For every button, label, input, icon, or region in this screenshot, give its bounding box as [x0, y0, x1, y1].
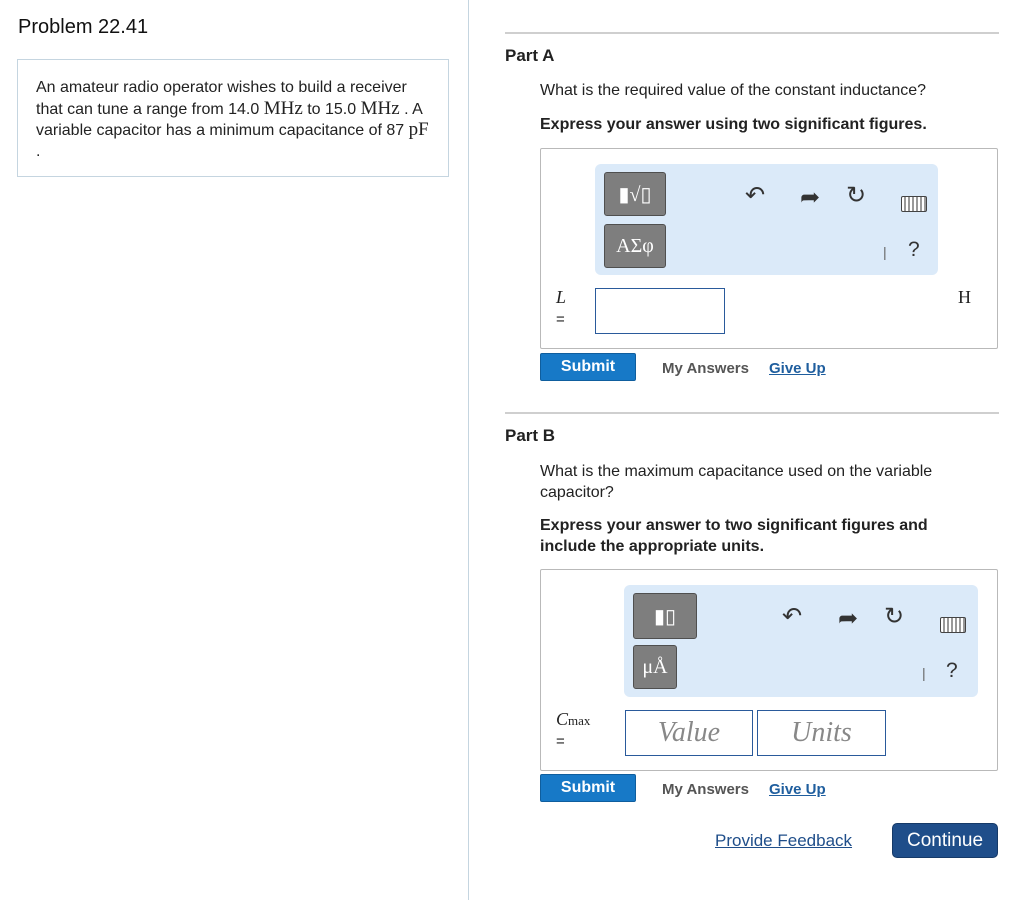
- part-a-label: Part A: [505, 46, 555, 65]
- redo-icon[interactable]: ➦: [800, 184, 821, 211]
- part-b-toolbar: [624, 585, 978, 697]
- part-a-divider: [505, 32, 999, 34]
- variable-symbol: C: [556, 709, 569, 729]
- part-b-question: What is the maximum capacitance used on the variable capacitor?: [540, 463, 933, 501]
- problem-unit: MHz: [263, 97, 303, 119]
- part-b-variable: [556, 709, 590, 730]
- toolbar-separator: |: [922, 665, 926, 681]
- part-b-my-answers: My Answers: [662, 781, 749, 798]
- problem-text: to 15.0: [302, 100, 361, 118]
- part-b-submit-button[interactable]: Submit: [540, 774, 636, 802]
- units-input[interactable]: [757, 710, 886, 756]
- problem-text: .: [36, 142, 41, 160]
- units-button[interactable]: μÅ: [633, 645, 677, 689]
- part-a-my-answers: My Answers: [662, 360, 749, 377]
- keyboard-icon[interactable]: [901, 196, 927, 212]
- template-button[interactable]: ▮▯: [633, 593, 697, 639]
- equals-sign: =: [556, 311, 565, 328]
- greek-symbols-button[interactable]: ΑΣφ: [604, 224, 666, 268]
- keyboard-icon[interactable]: [940, 617, 966, 633]
- help-icon[interactable]: ?: [908, 238, 920, 261]
- continue-button[interactable]: Continue: [892, 823, 998, 858]
- problem-text: An amateur radio operator wishes to build a receiver that can tune a range from 14.0: [36, 79, 407, 118]
- parts-panel: [469, 0, 1024, 900]
- part-b-give-up-link[interactable]: Give Up: [769, 781, 826, 798]
- part-b-answer-box: [540, 569, 998, 771]
- part-a-toolbar: [595, 164, 938, 275]
- problem-statement: [17, 59, 449, 177]
- part-a-question: What is the required value of the constant inductance?: [540, 82, 927, 99]
- problem-unit: pF: [408, 119, 429, 140]
- part-a-answer-box: [540, 148, 998, 349]
- part-a-variable: L: [556, 287, 567, 307]
- redo-icon[interactable]: ➦: [838, 605, 859, 632]
- part-b-label: Part B: [505, 426, 556, 445]
- part-b-instruction: Express your answer to two significant figures and include the appropriate units.: [540, 517, 928, 555]
- problem-title: Problem 22.41: [18, 16, 149, 38]
- provide-feedback-link[interactable]: Provide Feedback: [715, 831, 853, 850]
- toolbar-separator: |: [883, 244, 887, 260]
- value-placeholder: Value: [657, 717, 721, 748]
- part-a-instruction: Express your answer using two significant figures.: [540, 116, 927, 133]
- variable-subscript: max: [568, 713, 591, 728]
- problem-text: . A variable capacitor has a minimum capacitance of 87: [36, 100, 422, 139]
- reset-icon[interactable]: ↻: [846, 182, 867, 209]
- reset-icon[interactable]: ↻: [884, 603, 905, 630]
- part-a-give-up-link[interactable]: Give Up: [769, 360, 826, 377]
- units-placeholder: Units: [791, 717, 852, 748]
- part-b-divider: [505, 412, 999, 414]
- inductance-input[interactable]: [595, 288, 725, 334]
- unit-label: H: [958, 287, 971, 307]
- undo-icon[interactable]: ↶: [745, 182, 766, 209]
- template-button[interactable]: ▮√▯: [604, 172, 666, 216]
- problem-panel: [0, 0, 469, 900]
- help-icon[interactable]: ?: [946, 659, 958, 682]
- problem-unit: MHz: [360, 97, 400, 119]
- part-a-submit-button[interactable]: Submit: [540, 353, 636, 381]
- value-input[interactable]: [625, 710, 753, 756]
- equals-sign: =: [556, 733, 565, 750]
- undo-icon[interactable]: ↶: [782, 603, 803, 630]
